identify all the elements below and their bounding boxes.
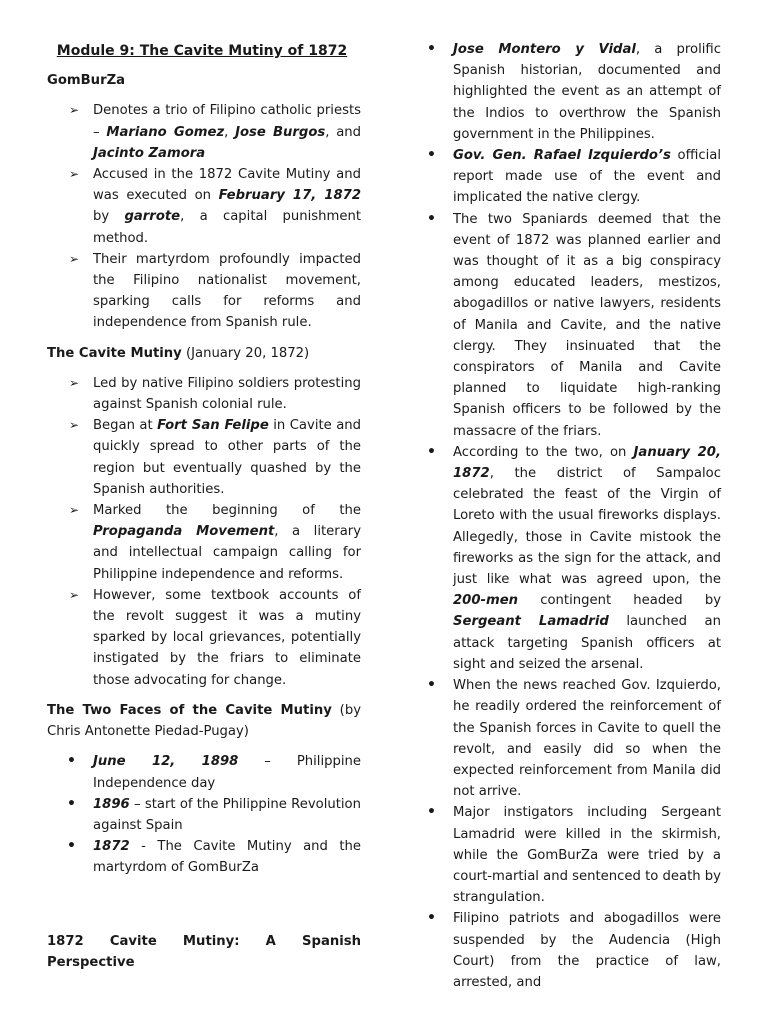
arrow-bullet-icon: ➢ [69,375,80,390]
list-item: • The two Spaniards deemed that the event of 1872 was planned earlier and was thought of it as a big conspiracy among educated leaders, mestizos, abogadillos or native lawyers, residents of Manila and Cavite, and the native clergy. They insinuated that the conspirators of Manila and Cavite planned to liquidate high-ranking Spanish officers to be followed by the massacre of the friars. [427,210,721,439]
list-item: • Gov. Gen. Rafael Izquierdo’s official report made use of the event and implicated the native clergy. [427,147,722,206]
list-item: ➢ Their martyrdom profoundly impacted the Filipino nationalist movement, sparking calls for reforms and independence from Spanish rule. [47,249,361,334]
arrow-bullet-icon: ➢ [69,418,80,433]
list-item: • When the news reached Gov. Izquierdo, he readily ordered the reinforcement of the Spanish forces in Cavite to quell the revolt, and easily did so when the expected reinforcement from Manila did not arrive. [427,677,721,800]
left-column [47,0,361,973]
module-title: Module 9: The Cavite Mutiny of 1872 [56,43,348,59]
bullet-icon: • [427,804,436,821]
list-item: ➢ Began at Fort San Felipe in Cavite and quickly spread to other parts of the region but eventually quashed by the Spanish authorities. [47,415,361,500]
list-item: ➢ Accused in the 1872 Cavite Mutiny and was executed on February 17, 1872 by garrote, a capital punishment method. [47,164,361,249]
list-item: • Major instigators including Sergeant Lamadrid were killed in the skirmish, while the GomBurZa were tried by a court-martial and sentenced to death by strangulation. [427,804,721,906]
gomburza-list [47,100,361,333]
list-item: • According to the two, on January 20, 1872, the district of Sampaloc celebrated the feast of the Virgin of Loreto with the usual fireworks displays. Allegedly, those in Cavite mistook the fireworks as the sign for the attack, and just like what was agreed upon, the 200-men contingent headed by Sergeant Lamadrid launched an attack targeting Spanish officers at sight and seized the arsenal. [427,443,721,672]
arrow-bullet-icon: ➢ [69,587,80,602]
list-item: ➢ However, some textbook accounts of the revolt suggest it was a mutiny sparked by local grievances, potentially instigated by the friars to eliminate those advocating for change. [47,585,361,691]
list-item: • Filipino patriots and abogadillos were suspended by the Audencia (High Court) from the practice of law, arrested, and [427,910,721,990]
list-item: ➢ Led by native Filipino soldiers protesting against Spanish colonial rule. [47,373,361,415]
section-heading-gomburza: GomBurZa [47,73,126,89]
section-heading-spanish-perspective: 1872 Cavite Mutiny: A Spanish Perspective [47,933,361,970]
arrow-bullet-icon: ➢ [69,103,80,118]
two-faces-list [47,751,361,878]
section-heading-mutiny: The Cavite Mutiny (January 20, 1872) [47,345,310,361]
section-heading-two-faces: The Two Faces of the Cavite Mutiny (by Chris Antonette Piedad-Pugay) [47,702,361,740]
list-item: ➢ Marked the beginning of the Propaganda Movement, a literary and intellectual campaign calling for Philippine independence and reforms. [47,500,361,585]
bullet-icon: • [427,147,436,164]
bullet-icon: • [427,41,436,57]
list-item: ➢ Denotes a trio of Filipino catholic priests – Mariano Gomez, Jose Burgos, and Jacinto Zamora [47,100,361,164]
list-item: • Jose Montero y Vidal, a prolific Spanish historian, documented and highlighted the event as an attempt of the Indios to overthrow the Spanish government in the Philippines. [427,41,721,142]
bullet-icon: • [67,753,76,770]
list-item: • June 12, 1898 – Philippine Independence day [67,753,361,791]
mutiny-list [47,373,361,691]
right-column [425,39,721,993]
bullet-icon: • [427,910,436,927]
arrow-bullet-icon: ➢ [69,251,80,266]
bullet-icon: • [67,838,76,855]
arrow-bullet-icon: ➢ [69,167,80,182]
spanish-perspective-list [425,39,721,993]
bullet-icon: • [67,795,76,812]
list-item: • 1872 - The Cavite Mutiny and the martyrdom of GomBurZa [67,838,361,876]
list-item: • 1896 – start of the Philippine Revolution against Spain [67,795,361,833]
bullet-icon: • [427,677,436,694]
bullet-icon: • [427,443,436,460]
bullet-icon: • [427,210,436,227]
arrow-bullet-icon: ➢ [69,503,80,518]
